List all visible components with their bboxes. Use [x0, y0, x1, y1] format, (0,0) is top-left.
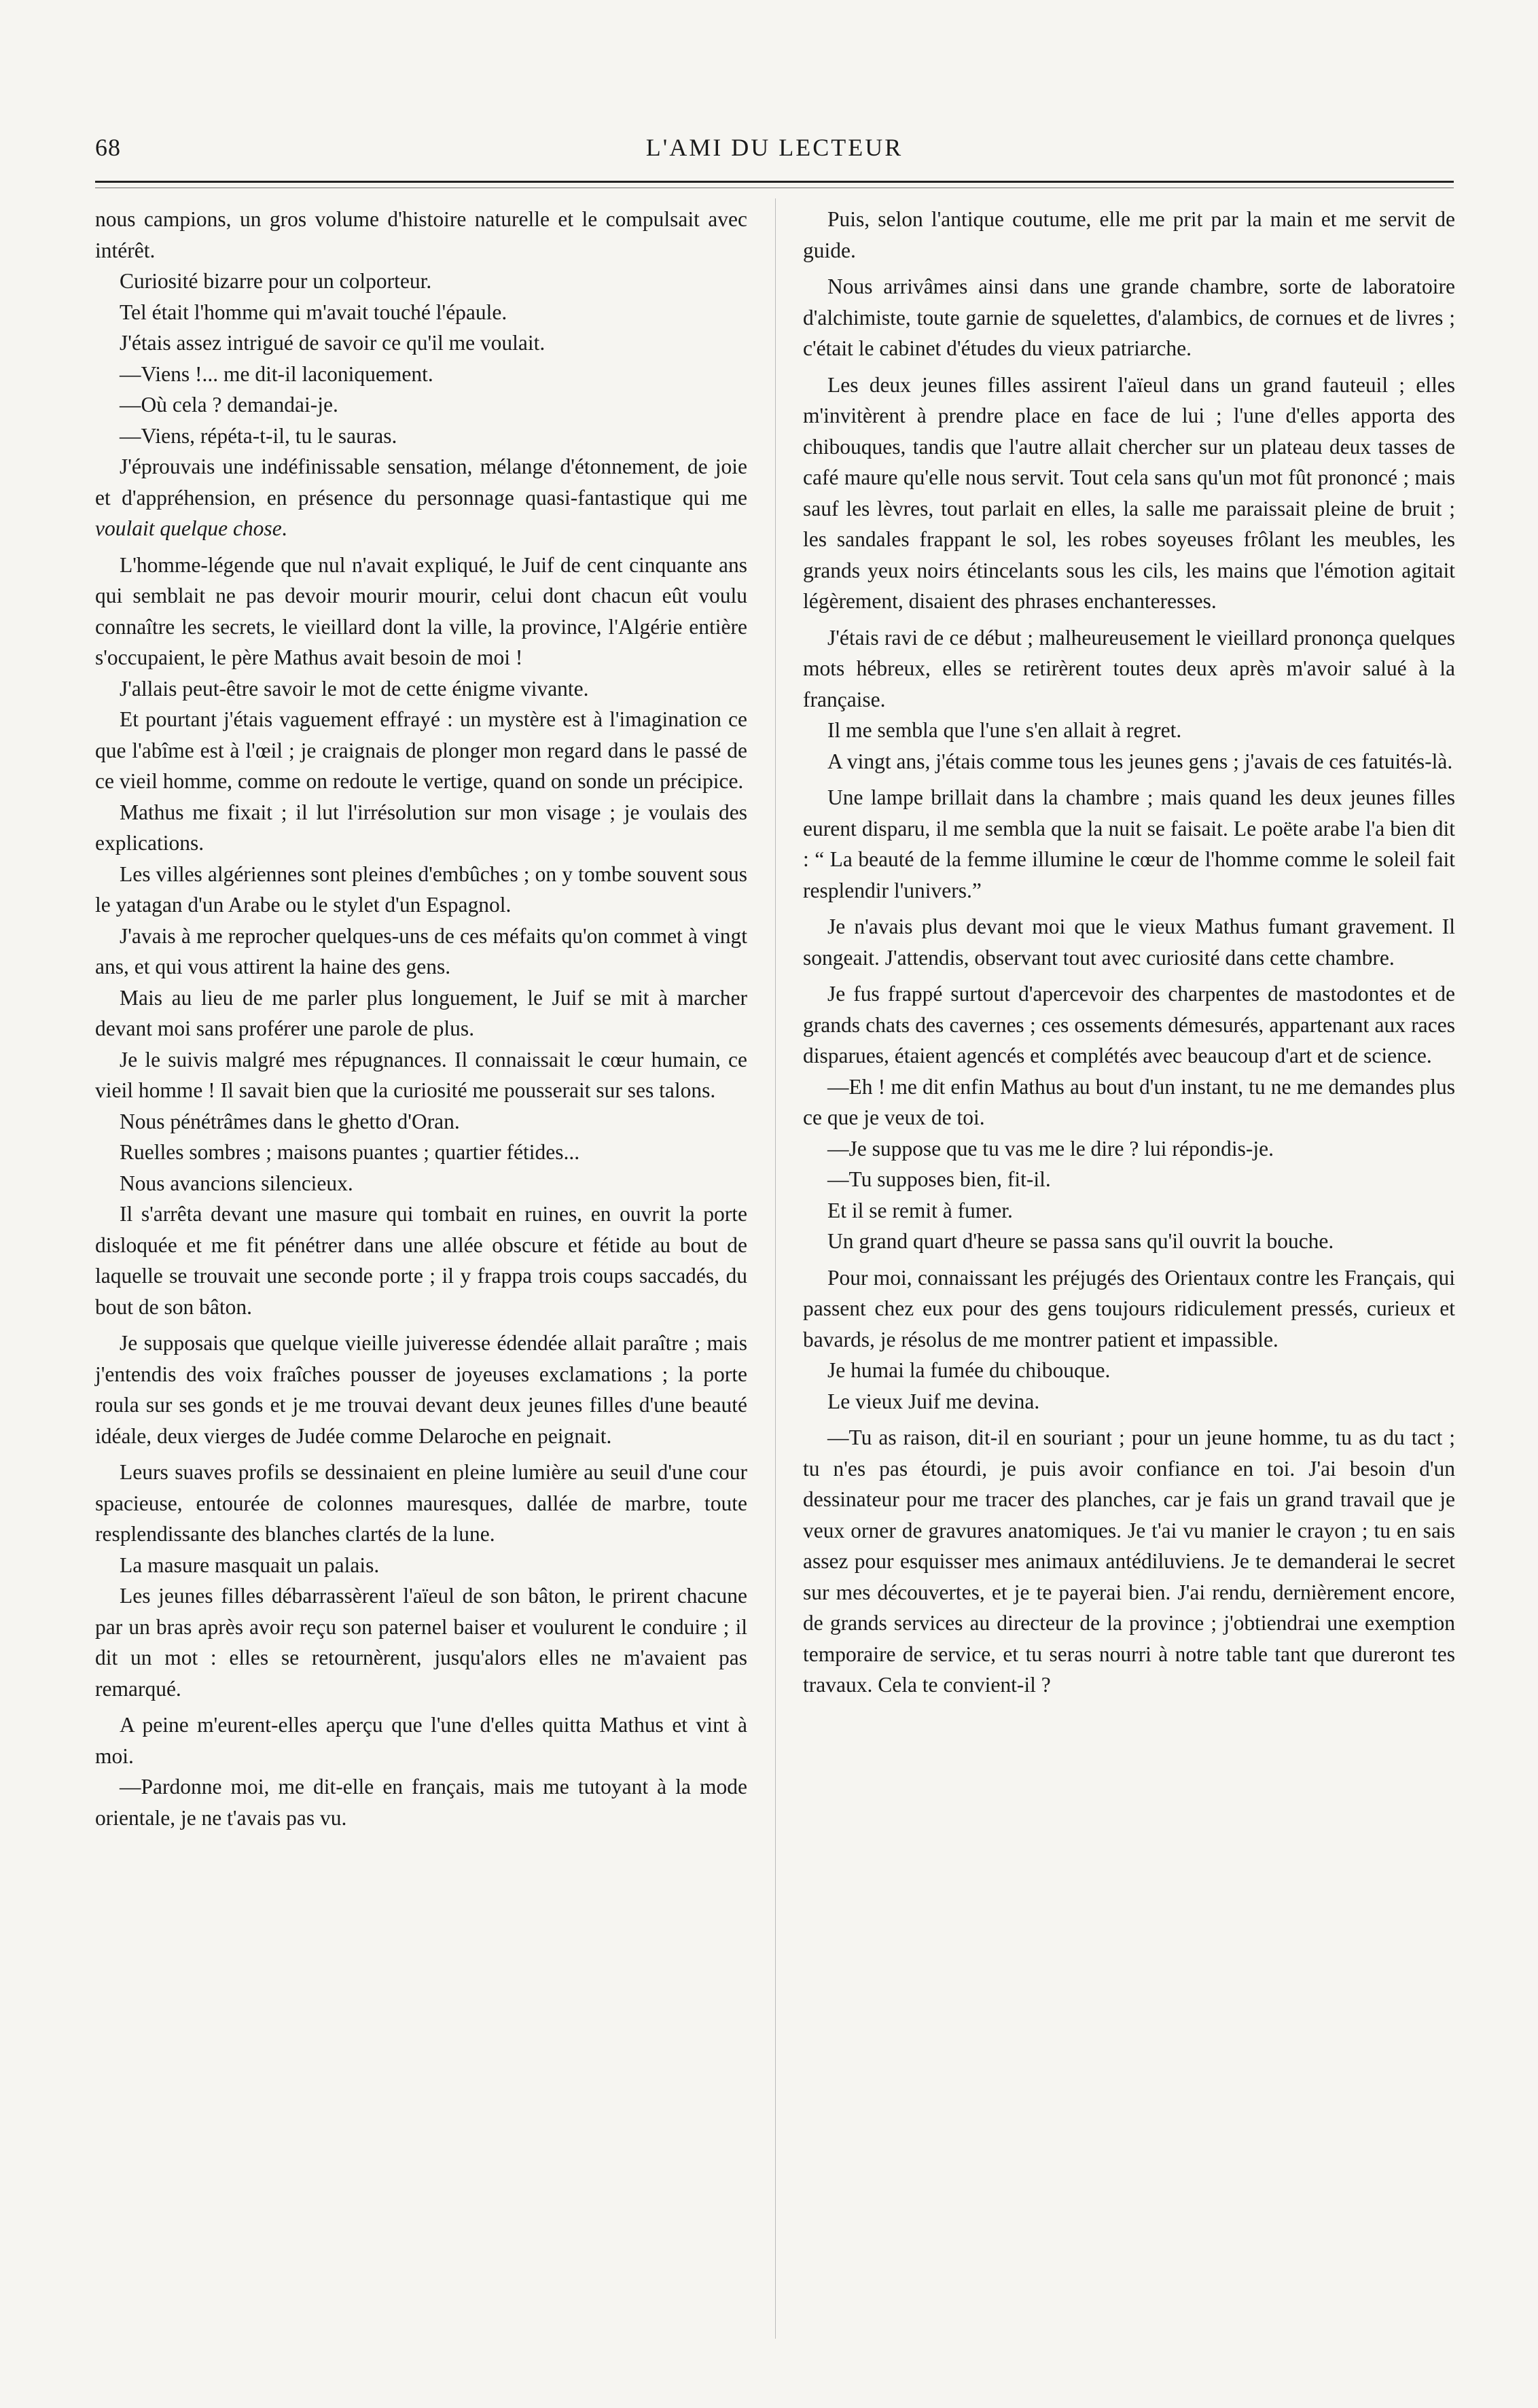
paragraph: —Viens !... me dit-il laconiquement.: [120, 361, 433, 386]
paragraph: Il s'arrêta devant une masure qui tombait en ruines, en ouvrit la porte disloquée et me fit pénétrer dans une allée obscure et fétide au bout de laquelle se trouvait une seconde porte ; il y frappa trois coups saccadés, du bout de son bâton.: [95, 1202, 747, 1319]
paragraph: Ruelles sombres ; maisons puantes ; quartier fétides...: [120, 1140, 580, 1164]
paragraph: J'allais peut-être savoir le mot de cette énigme vivante.: [120, 676, 589, 701]
paragraph: J'étais assez intrigué de savoir ce qu'il me voulait.: [120, 331, 546, 355]
italic-phrase: voulait quelque chose: [95, 516, 282, 540]
paragraph: La masure masquait un palais.: [120, 1553, 380, 1577]
paragraph: Mais au lieu de me parler plus longuement, le Juif se mit à marcher devant moi sans proférer une parole de plus.: [95, 985, 747, 1040]
paragraph: L'homme-légende que nul n'avait expliqué, le Juif de cent cinquante ans qui semblait ne pas devoir mourir mourir, celui dont chacun eût voulu connaître les secrets, le vieillard dont la ville, la province, l'Algérie entière s'occupaient, le père Mathus avait besoin de moi !: [95, 552, 747, 669]
paragraph: —Je suppose que tu vas me le dire ? lui répondis-je.: [827, 1136, 1274, 1161]
header-rule: [95, 181, 1454, 183]
paragraph: Puis, selon l'antique coutume, elle me prit par la main et me servit de guide.: [803, 207, 1455, 262]
paragraph: Un grand quart d'heure se passa sans qu'il ouvrit la bouche.: [827, 1229, 1334, 1253]
right-column: [803, 204, 1455, 1701]
paragraph: Curiosité bizarre pour un colporteur.: [120, 269, 432, 293]
paragraph: A peine m'eurent-elles aperçu que l'une d'elles quitta Mathus et vint à moi.: [95, 1713, 747, 1768]
paragraph: J'avais à me reprocher quelques-uns de ces méfaits qu'on commet à vingt ans, et qui vous attirent la haine des gens.: [95, 923, 747, 978]
paragraph: Une lampe brillait dans la chambre ; mais quand les deux jeunes filles eurent disparu, il me sembla que la nuit se faisait. Le poëte arabe l'a bien dit : “ La beauté de la femme illumine le cœur de l'homme comme le soleil fait resplendir l'univers.”: [803, 785, 1455, 902]
paragraph: Nous pénétrâmes dans le ghetto d'Oran.: [120, 1109, 460, 1133]
paragraph: Mathus me fixait ; il lut l'irrésolution sur mon visage ; je voulais des explications.: [95, 800, 747, 855]
page-number: 68: [95, 134, 121, 161]
paragraph: Je supposais que quelque vieille juiveresse édendée allait paraître ; mais j'entendis des voix fraîches pousser de joyeuses exclamations ; la porte roula sur ses gonds et je me trouvai devant deux jeunes filles d'une beauté idéale, deux vierges de Judée comme Delaroche en peignait.: [95, 1331, 747, 1448]
paragraph: —Tu as raison, dit-il en souriant ; pour un jeune homme, tu as du tact ; tu n'es pas étourdi, je puis avoir confiance en toi. J'ai besoin d'un dessinateur pour me tracer des planches, car je fais un grand travail que je veux orner de gravures anatomiques. Je t'ai vu manier le crayon ; tu en sais assez pour esquisser mes animaux antédiluviens. Je te demanderai le secret sur mes découvertes, et je te payerai bien. J'ai rendu, dernièrement encore, de grands services au directeur de la province ; j'obtiendrai une exemption temporaire de service, et tu seras nourri à notre table tant que dureront tes travaux. Cela te convient-il ?: [803, 1426, 1455, 1697]
paragraph: Les villes algériennes sont pleines d'embûches ; on y tombe souvent sous le yatagan d'un Arabe ou le stylet d'un Espagnol.: [95, 862, 747, 917]
running-title: L'AMI DU LECTEUR: [645, 134, 904, 161]
paragraph: —Où cela ? demandai-je.: [120, 393, 338, 417]
paragraph: Leurs suaves profils se dessinaient en pleine lumière au seuil d'une cour spacieuse, entourée de colonnes mauresques, dallée de marbre, toute resplendissante des blanches clartés de la lune.: [95, 1460, 747, 1546]
left-column: [95, 204, 747, 1833]
paragraph: J'étais ravi de ce début ; malheureusement le vieillard prononça quelques mots hébreux, elles se retirèrent toutes deux après m'avoir salué à la française.: [803, 625, 1455, 711]
paragraph: J'éprouvais une indéfinissable sensation, mélange d'étonnement, de joie et d'appréhension, en présence du personnage quasi-fantastique qui me voulait quelque chose.: [95, 455, 747, 540]
paragraph: —Viens, répéta-t-il, tu le sauras.: [120, 423, 397, 448]
page-header: [95, 133, 1454, 174]
paragraph: Il me sembla que l'une s'en allait à regret.: [827, 718, 1182, 742]
paragraph: nous campions, un gros volume d'histoire naturelle et le compulsait avec intérêt.: [95, 207, 747, 262]
paragraph: Le vieux Juif me devina.: [827, 1389, 1040, 1413]
paragraph: A vingt ans, j'étais comme tous les jeunes gens ; j'avais de ces fatuités-là.: [827, 749, 1453, 773]
paragraph: Les deux jeunes filles assirent l'aïeul dans un grand fauteuil ; elles m'invitèrent à prendre place en face de lui ; l'une d'elles apporta des chibouques, tandis que l'autre allait chercher sur un plateau deux tasses de café maure qu'elle nous servit. Tout cela sans qu'un mot fût prononcé ; mais sauf les lèvres, tout parlait en elles, la salle me paraissait pleine de bruit ; les sandales frappant le sol, les robes soyeuses frôlant les meubles, les grands yeux noirs étincelants sous les cils, les mains que l'émotion agitait légèrement, disaient des phrases enchanteresses.: [803, 372, 1455, 613]
paragraph: Je humai la fumée du chibouque.: [827, 1358, 1111, 1382]
paragraph: —Tu supposes bien, fit-il.: [827, 1167, 1051, 1191]
paragraph: Nous avancions silencieux.: [120, 1171, 353, 1195]
paragraph: Je n'avais plus devant moi que le vieux Mathus fumant gravement. Il songeait. J'attendis, observant tout avec curiosité dans cette chambre.: [803, 915, 1455, 970]
paragraph: Je le suivis malgré mes répugnances. Il connaissait le cœur humain, ce vieil homme ! Il savait bien que la curiosité me pousserait sur ses talons.: [95, 1047, 747, 1102]
paragraph: Je fus frappé surtout d'apercevoir des charpentes de mastodontes et de grands chats des cavernes ; ces ossements démesurés, appartenant aux races disparues, étaient agencés et complétés avec beaucoup d'art et de science.: [803, 982, 1455, 1067]
paragraph: Tel était l'homme qui m'avait touché l'épaule.: [120, 300, 507, 324]
paragraph: —Pardonne moi, me dit-elle en français, mais me tutoyant à la mode orientale, je ne t'avais pas vu.: [95, 1775, 747, 1830]
paragraph: Pour moi, connaissant les préjugés des Orientaux contre les Français, qui passent chez eux pour des gens toujours ridiculement pressés, curieux et bavards, je résolus de me montrer patient et impassible.: [803, 1265, 1455, 1351]
paragraph: Nous arrivâmes ainsi dans une grande chambre, sorte de laboratoire d'alchimiste, toute garnie de squelettes, d'alambics, de cornues et de livres ; c'était le cabinet d'études du vieux patriarche.: [803, 275, 1455, 360]
paragraph: Et pourtant j'étais vaguement effrayé : un mystère est à l'imagination ce que l'abîme est à l'œil ; je craignais de plonger mon regard dans le passé de ce vieil homme, comme on redoute le vertige, quand on sonde un précipice.: [95, 707, 747, 793]
paragraph: Et il se remit à fumer.: [827, 1198, 1013, 1222]
paragraph: —Eh ! me dit enfin Mathus au bout d'un instant, tu ne me demandes plus ce que je veux de toi.: [803, 1074, 1455, 1129]
column-divider: [775, 198, 776, 2339]
paragraph: Les jeunes filles débarrassèrent l'aïeul de son bâton, le prirent chacune par un bras après avoir reçu son paternel baiser et voulurent le conduire ; il dit un mot : elles se retournèrent, jusqu'alors elles ne m'avaient pas remarqué.: [95, 1584, 747, 1701]
